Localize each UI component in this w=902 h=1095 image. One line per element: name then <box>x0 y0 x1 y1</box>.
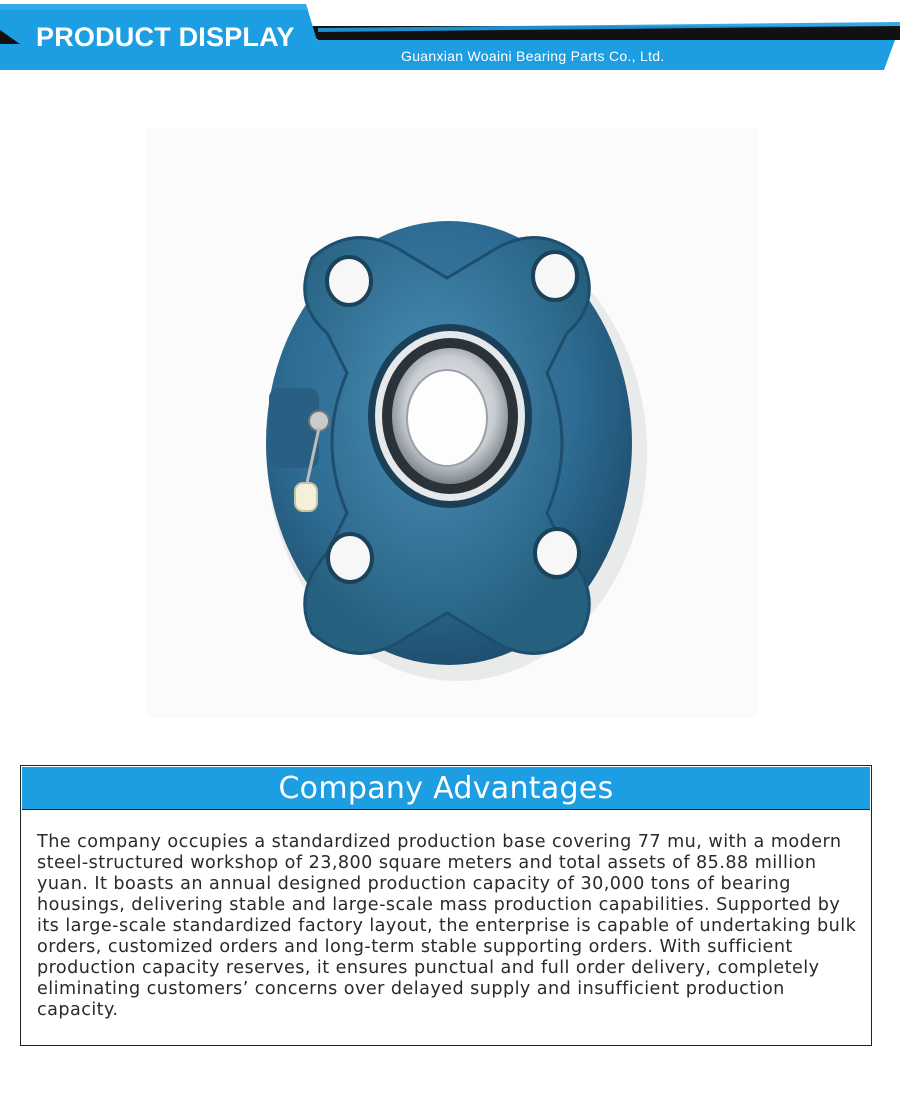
advantages-header <box>22 767 870 810</box>
advantages-title: Company Advantages <box>278 770 614 806</box>
company-advantages-section <box>20 765 872 1046</box>
product-display-banner <box>0 0 902 75</box>
banner-title: PRODUCT DISPLAY <box>36 22 295 52</box>
company-name: Guanxian Woaini Bearing Parts Co., Ltd. <box>401 48 665 64</box>
advantages-text: The company occupies a standardized production base covering 77 mu, with a modern steel-structured workshop of 23,800 square meters and total assets of 85.88 million yuan. It boasts an annual designed production capacity of 30,000 tons of bearing housings, delivering stable and large-scale mass production capabilities. Supported by its large-scale standardized factory layout, the enterprise is capable of undertaking bulk orders, customized orders and long-term stable supporting orders. With sufficient production capacity reserves, it ensures punctual and full order delivery, completely eliminating customers’ concerns over delayed supply and insufficient production capacity. <box>37 832 857 1020</box>
flange-bearing-housing-photo <box>147 128 757 718</box>
